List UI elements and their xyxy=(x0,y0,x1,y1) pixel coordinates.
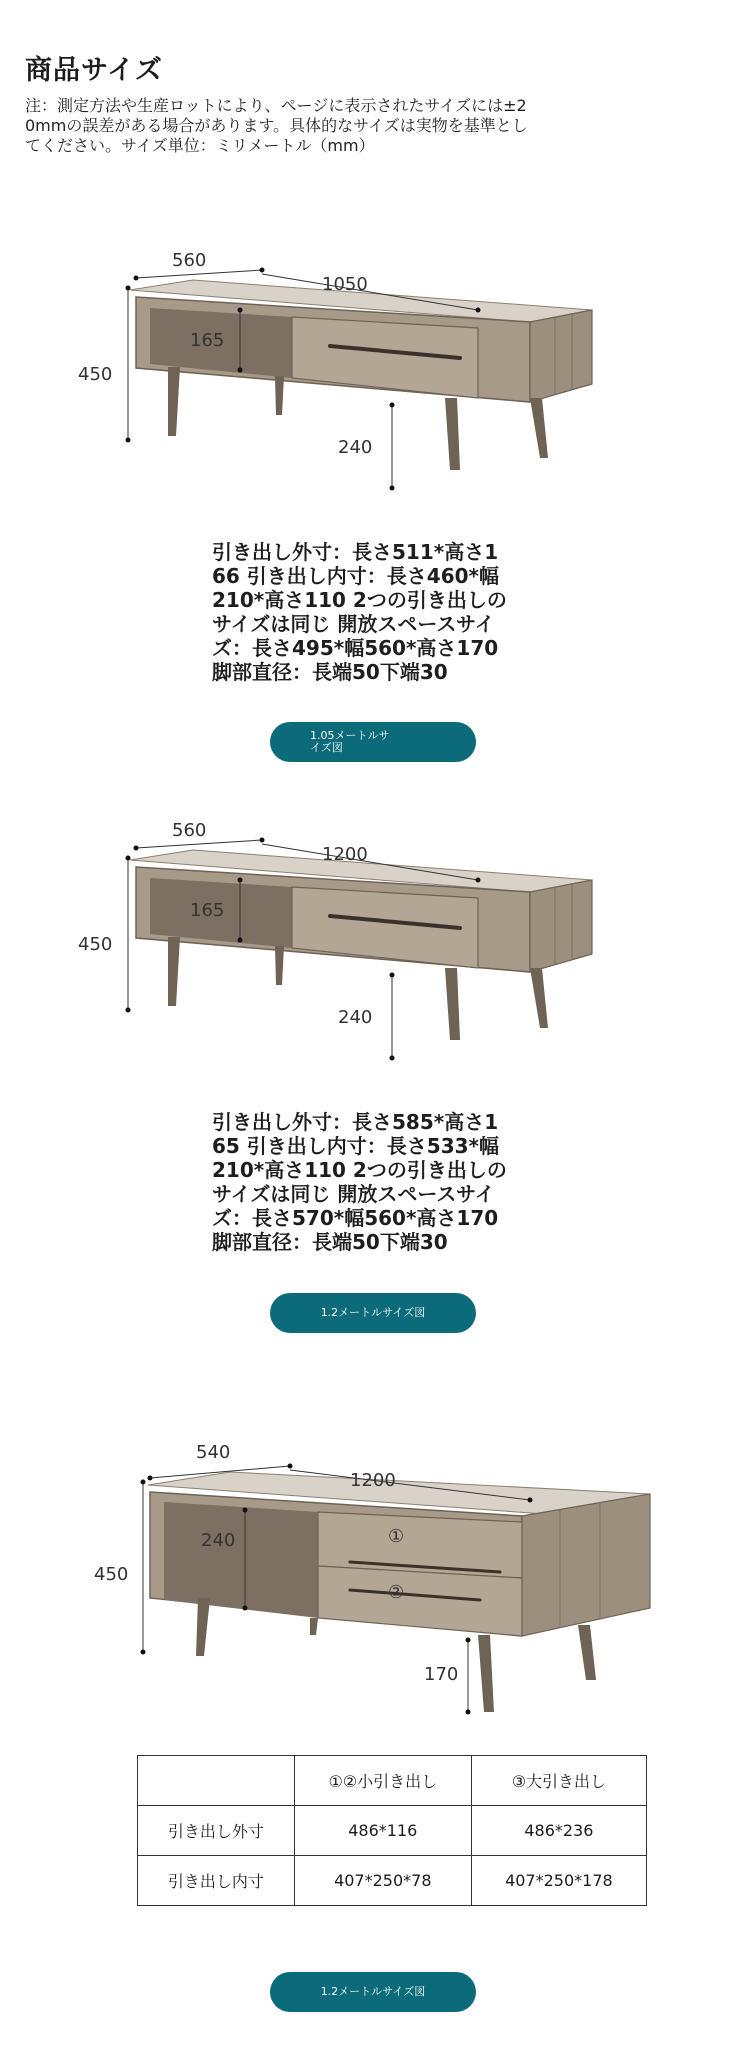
table-cell: 486*236 xyxy=(471,1806,646,1856)
button-label: イズ図 xyxy=(310,741,343,754)
table-diagram-2 xyxy=(0,810,744,1080)
spec-line: サイズは同じ 開放スペースサイ xyxy=(212,612,495,636)
drawer-mark-1: ① xyxy=(388,1526,405,1547)
table-row xyxy=(138,1806,647,1856)
spec-text-1 xyxy=(212,540,572,684)
size-chart-button-3[interactable] xyxy=(270,1972,476,2012)
size-chart-button-1[interactable] xyxy=(270,722,476,762)
table-header-blank xyxy=(138,1756,295,1806)
drawer-size-table xyxy=(137,1755,647,1906)
page-title: 商品サイズ xyxy=(25,55,163,86)
table-diagram-3 xyxy=(0,1430,744,1720)
table-header-large-drawer: ③大引き出し xyxy=(471,1756,646,1806)
shelf-height-label: 240 xyxy=(201,1530,236,1551)
spec-line: 脚部直径：長端50下端30 xyxy=(212,1230,448,1254)
spec-line: ズ：長さ570*幅560*高さ170 xyxy=(212,1206,499,1230)
leg-height-label: 240 xyxy=(338,437,373,458)
spec-line: 引き出し外寸：長さ511*高さ1 xyxy=(212,540,499,564)
leg-height-label: 240 xyxy=(338,1007,373,1028)
height-label: 450 xyxy=(94,1564,129,1585)
spec-text-2 xyxy=(212,1110,572,1254)
measurement-note xyxy=(25,96,625,156)
note-line: てください。サイズ単位：ミリメートル（mm） xyxy=(25,136,375,155)
table-cell: 407*250*78 xyxy=(294,1856,471,1906)
height-label: 450 xyxy=(78,364,113,385)
depth-label: 560 xyxy=(172,250,207,271)
spec-line: 210*高さ110 2つの引き出しの xyxy=(212,588,507,612)
shelf-height-label: 165 xyxy=(190,900,225,921)
length-label: 1050 xyxy=(322,274,368,295)
height-label: 450 xyxy=(78,934,113,955)
table-diagram-1 xyxy=(0,240,744,510)
spec-line: 65 引き出し内寸：長さ533*幅 xyxy=(212,1134,500,1158)
button-label: 1.2メートルサイズ図 xyxy=(320,1985,426,1998)
length-label: 1200 xyxy=(322,844,368,865)
spec-line: サイズは同じ 開放スペースサイ xyxy=(212,1182,495,1206)
button-label: 1.2メートルサイズ図 xyxy=(320,1306,426,1319)
spec-line: 66 引き出し内寸：長さ460*幅 xyxy=(212,564,500,588)
spec-line: 脚部直径：長端50下端30 xyxy=(212,660,448,684)
row-label: 引き出し外寸 xyxy=(138,1806,295,1856)
length-label: 1200 xyxy=(350,1470,396,1491)
depth-label: 560 xyxy=(172,820,207,841)
table-row xyxy=(138,1856,647,1906)
table-header-small-drawers: ①②小引き出し xyxy=(294,1756,471,1806)
size-chart-button-2[interactable] xyxy=(270,1293,476,1333)
shelf-height-label: 165 xyxy=(190,330,225,351)
table-cell: 486*116 xyxy=(294,1806,471,1856)
depth-label: 540 xyxy=(196,1442,231,1463)
leg-height-label: 170 xyxy=(424,1664,459,1685)
drawer-mark-2: ② xyxy=(388,1582,405,1603)
table-cell: 407*250*178 xyxy=(471,1856,646,1906)
row-label: 引き出し内寸 xyxy=(138,1856,295,1906)
note-line: 0mmの誤差がある場合があります。具体的なサイズは実物を基準とし xyxy=(25,116,528,135)
note-line: 注：測定方法や生産ロットにより、ページに表示されたサイズには±2 xyxy=(25,96,527,115)
spec-line: 引き出し外寸：長さ585*高さ1 xyxy=(212,1110,499,1134)
spec-line: ズ：長さ495*幅560*高さ170 xyxy=(212,636,499,660)
button-label: 1.05メートルサ xyxy=(310,729,390,742)
spec-line: 210*高さ110 2つの引き出しの xyxy=(212,1158,507,1182)
